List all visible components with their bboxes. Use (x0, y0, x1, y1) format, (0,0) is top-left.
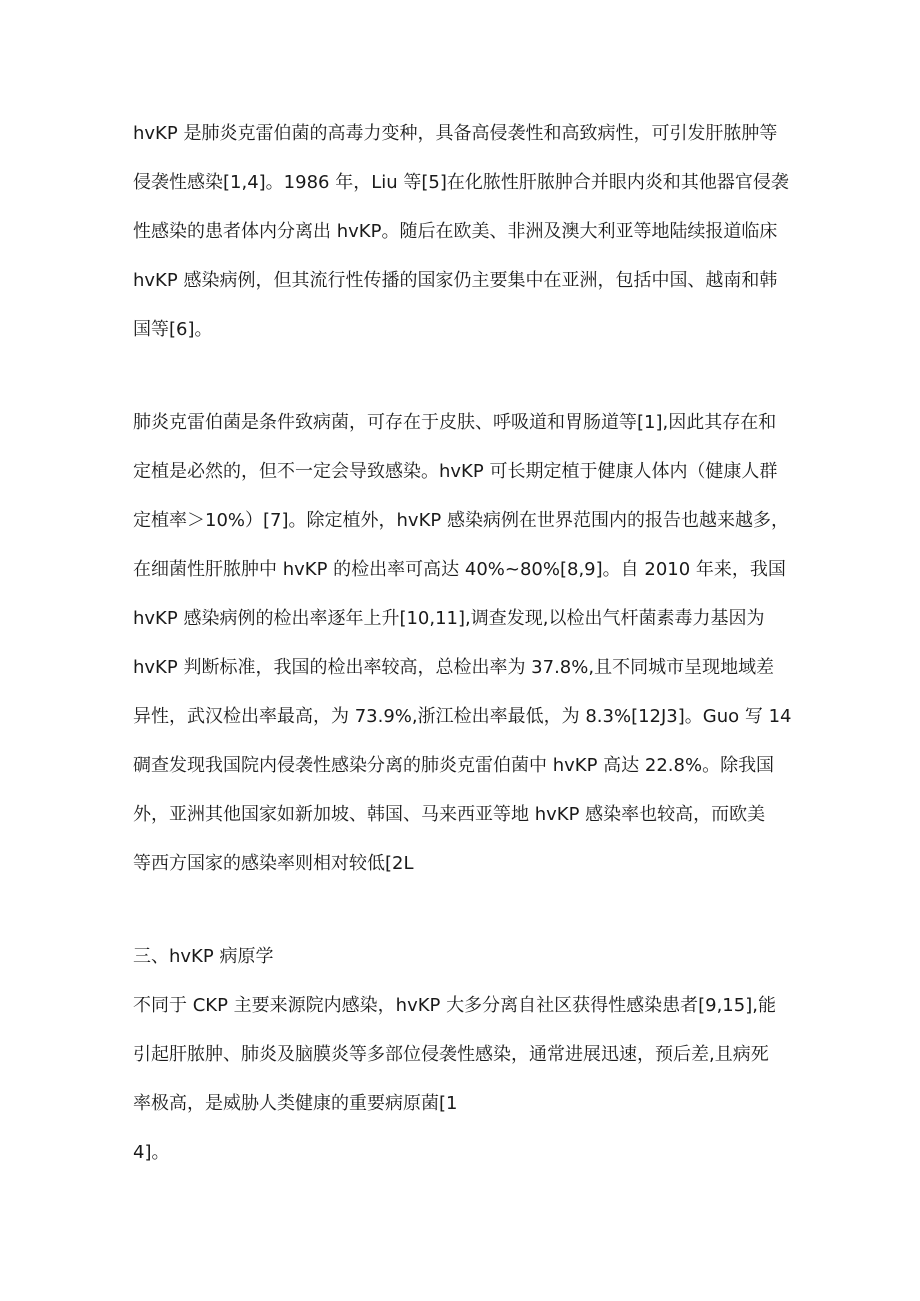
paragraph-1-line-4: hvKP 感染病例，但其流行性传播的国家仍主要集中在亚洲，包括中国、越南和韩 (133, 270, 778, 291)
section-heading: 三、hvKP 病原学 (133, 946, 274, 967)
paragraph-2-line-5: hvKP 感染病例的检出率逐年上升[10,11],调查发现,以检出气杆菌素毒力基因为 (133, 608, 765, 629)
paragraph-2-line-9: 外，亚洲其他国家如新加坡、韩国、马来西亚等地 hvKP 感染率也较高，而欧美 (133, 804, 766, 825)
paragraph-1-line-2: 侵袭性感染[1,4]。1986 年，Liu 等[5]在化脓性肝脓肿合并眼内炎和其他器官侵袭 (133, 172, 789, 193)
paragraph-2-line-7: 异性，武汉检出率最高，为 73.9%,浙江检出率最低，为 8.3%[12J3]。Guo 写 14 (133, 706, 792, 727)
paragraph-2-line-3: 定植率＞10%）[7]。除定植外，hvKP 感染病例在世界范围内的报告也越来越多， (133, 510, 789, 531)
paragraph-2-line-1: 肺炎克雷伯菌是条件致病菌，可存在于皮肤、呼吸道和胃肠道等[1],因此其存在和 (133, 412, 777, 433)
paragraph-2-line-10: 等西方国家的感染率则相对较低[2L (133, 853, 414, 874)
paragraph-1-line-1: hvKP 是肺炎克雷伯菌的高毒力变种，具备高侵袭性和高致病性，可引发肝脓肿等 (133, 123, 778, 144)
paragraph-2-line-6: hvKP 判断标准，我国的检出率较高，总检出率为 37.8%,且不同城市呈现地域差 (133, 657, 775, 678)
paragraph-2-line-2: 定植是必然的，但不一定会导致感染。hvKP 可长期定植于健康人体内（健康人群 (133, 461, 778, 482)
paragraph-1-line-3: 性感染的患者体内分离出 hvKP。随后在欧美、非洲及澳大利亚等地陆续报道临床 (133, 221, 778, 242)
paragraph-2-line-8: 碉查发现我国院内侵袭性感染分离的肺炎克雷伯菌中 hvKP 高达 22.8%。除我国 (133, 755, 775, 776)
paragraph-3-line-1: 不同于 CKP 主要来源院内感染，hvKP 大多分离自社区获得性感染患者[9,15],能 (133, 995, 776, 1016)
paragraph-2-line-4: 在细菌性肝脓肿中 hvKP 的检出率可高达 40%~80%[8,9]。自 2010 年来，我国 (133, 559, 786, 580)
paragraph-3-line-3: 率极高，是威胁人类健康的重要病原菌[1 (133, 1093, 458, 1114)
paragraph-3-line-2: 引起肝脓肿、肺炎及脑膜炎等多部位侵袭性感染，通常进展迅速，预后差,且病死 (133, 1044, 769, 1065)
paragraph-1-line-5: 国等[6]。 (133, 319, 213, 340)
paragraph-4-line-1: 4]。 (133, 1142, 170, 1163)
